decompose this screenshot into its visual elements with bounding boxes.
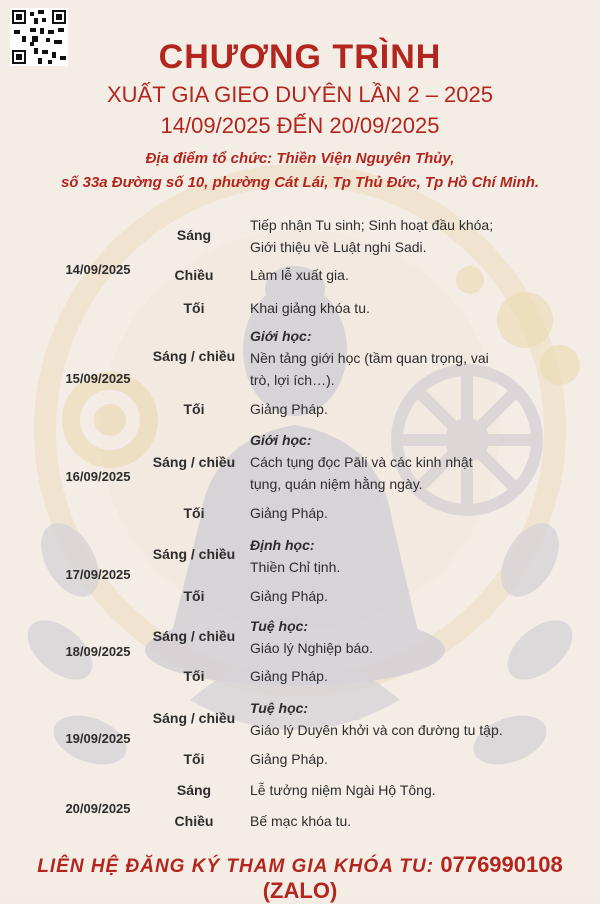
session-description: Khai giảng khóa tu. [250, 300, 370, 316]
program-subtitle: XUẤT GIA GIEO DUYÊN LẦN 2 – 2025 [107, 82, 493, 107]
session-description: Giảng Pháp. [250, 505, 328, 521]
contact-footer [0, 852, 600, 904]
schedule-date: 15/09/2025 [65, 371, 131, 386]
session-description: Bế mạc khóa tu. [250, 813, 352, 829]
session-time: Sáng / chiều [152, 454, 236, 470]
session-time: Tối [183, 300, 205, 316]
session-time: Tối [183, 588, 205, 604]
program-dates: 14/09/2025 ĐẾN 20/09/2025 [160, 113, 440, 138]
schedule-date: 17/09/2025 [65, 567, 131, 582]
page-title: CHƯƠNG TRÌNH [158, 38, 442, 76]
session-description: Giảng Pháp. [250, 668, 328, 684]
session-description: Giảng Pháp. [250, 588, 328, 604]
schedule-date: 16/09/2025 [65, 469, 131, 484]
session-description: Tuệ học: Giáo lý Duyên khởi và con đường tu tập. [250, 700, 503, 738]
session-time: Chiều [174, 813, 214, 829]
session-time: Tối [183, 751, 205, 767]
session-description: Giảng Pháp. [250, 401, 328, 417]
session-description: Làm lễ xuất gia. [250, 267, 349, 283]
session-time: Tối [183, 505, 205, 521]
venue-line-1: Địa điểm tổ chức: Thiền Viện Nguyên Thủy, [145, 150, 455, 167]
session-time: Tối [183, 668, 205, 684]
contact-label: LIÊN HỆ ĐĂNG KÝ THAM GIA KHÓA TU: [37, 856, 435, 877]
schedule-date: 19/09/2025 [65, 731, 131, 746]
schedule-date: 18/09/2025 [65, 644, 131, 659]
schedule-date: 20/09/2025 [65, 801, 131, 816]
session-description: Tuệ học: Giáo lý Nghiệp báo. [250, 618, 373, 656]
session-description: Tiếp nhận Tu sinh; Sinh hoạt đầu khóa; Giới thiệu về Luật nghi Sadi. [250, 217, 494, 255]
session-time: Sáng / chiều [152, 546, 236, 562]
session-description: Lễ tưởng niệm Ngài Hộ Tông. [250, 782, 436, 798]
contact-phone: 0776990108 (ZALO) [262, 852, 563, 903]
venue-line-2: số 33a Đường số 10, phường Cát Lái, Tp Thủ Đức, Tp Hồ Chí Minh. [60, 174, 540, 191]
session-description: Định học: Thiền Chỉ tịnh. [250, 537, 341, 575]
session-description: Giới học: Cách tụng đọc Pāli và các kinh nhật tụng, quán niệm hằng ngày. [250, 432, 473, 492]
session-description: Giới học: Nền tảng giới học (tầm quan trọng, vai trò, lợi ích…). [250, 328, 489, 388]
session-time: Sáng [176, 782, 212, 798]
session-description: Giảng Pháp. [250, 751, 328, 767]
session-time: Sáng / chiều [152, 710, 236, 726]
session-time: Tối [183, 401, 205, 417]
session-time: Chiều [174, 267, 214, 283]
session-time: Sáng [176, 227, 212, 243]
schedule-date: 14/09/2025 [65, 262, 131, 277]
session-time: Sáng / chiều [152, 348, 236, 364]
session-time: Sáng / chiều [152, 628, 236, 644]
